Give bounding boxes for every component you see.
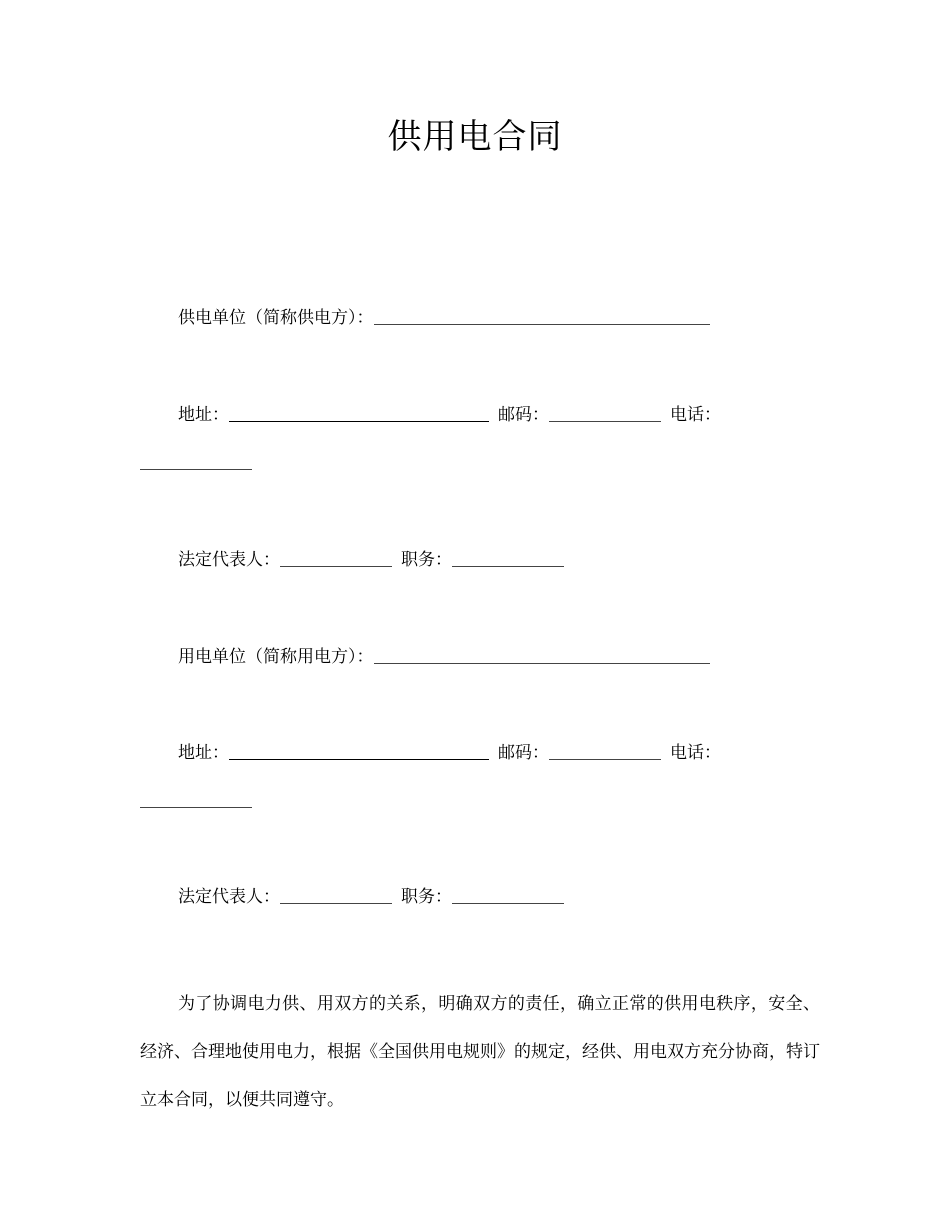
intro-section [140, 980, 820, 1124]
page-title: 供用电合同 [387, 117, 563, 157]
consumer-rep-label: 法定代表人： [178, 887, 280, 907]
consumer-postcode-label: 邮码： [498, 743, 549, 763]
supplier-rep-row [178, 548, 564, 572]
consumer-position-label: 职务： [401, 887, 452, 907]
supplier-phone-label: 电话： [670, 405, 721, 425]
consumer-phone-label: 电话： [670, 743, 721, 763]
supplier-unit-label: 供电单位（简称供电方）： [178, 308, 374, 328]
supplier-unit-row [178, 306, 710, 330]
supplier-rep-blank[interactable] [280, 565, 392, 567]
consumer-postcode-blank[interactable] [549, 758, 661, 760]
consumer-phone-row-cont [140, 789, 252, 813]
supplier-unit-blank[interactable] [374, 323, 710, 325]
supplier-address-row [178, 403, 721, 427]
supplier-rep-label: 法定代表人： [178, 550, 280, 570]
supplier-address-blank[interactable] [229, 420, 489, 422]
supplier-postcode-label: 邮码： [498, 405, 549, 425]
consumer-rep-row [178, 885, 564, 909]
consumer-address-blank[interactable] [229, 758, 489, 760]
consumer-rep-blank[interactable] [280, 902, 392, 904]
consumer-position-blank[interactable] [452, 902, 564, 904]
supplier-address-label: 地址： [178, 405, 229, 425]
supplier-position-label: 职务： [401, 550, 452, 570]
supplier-phone-row-cont [140, 451, 252, 475]
consumer-unit-row [178, 645, 710, 669]
consumer-address-label: 地址： [178, 743, 229, 763]
supplier-postcode-blank[interactable] [549, 420, 661, 422]
consumer-phone-blank[interactable] [140, 806, 252, 808]
consumer-unit-blank[interactable] [374, 662, 710, 664]
supplier-position-blank[interactable] [452, 565, 564, 567]
supplier-phone-blank[interactable] [140, 468, 252, 470]
consumer-unit-label: 用电单位（简称用电方）： [178, 647, 374, 667]
consumer-address-row [178, 741, 721, 765]
intro-paragraph: 为了协调电力供、用双方的关系，明确双方的责任，确立正常的供用电秩序，安全、经济、合理地使用电力，根据《全国供用电规则》的规定，经供、用电双方充分协商，特订立本合同，以便共同遵守。 [140, 994, 820, 1110]
